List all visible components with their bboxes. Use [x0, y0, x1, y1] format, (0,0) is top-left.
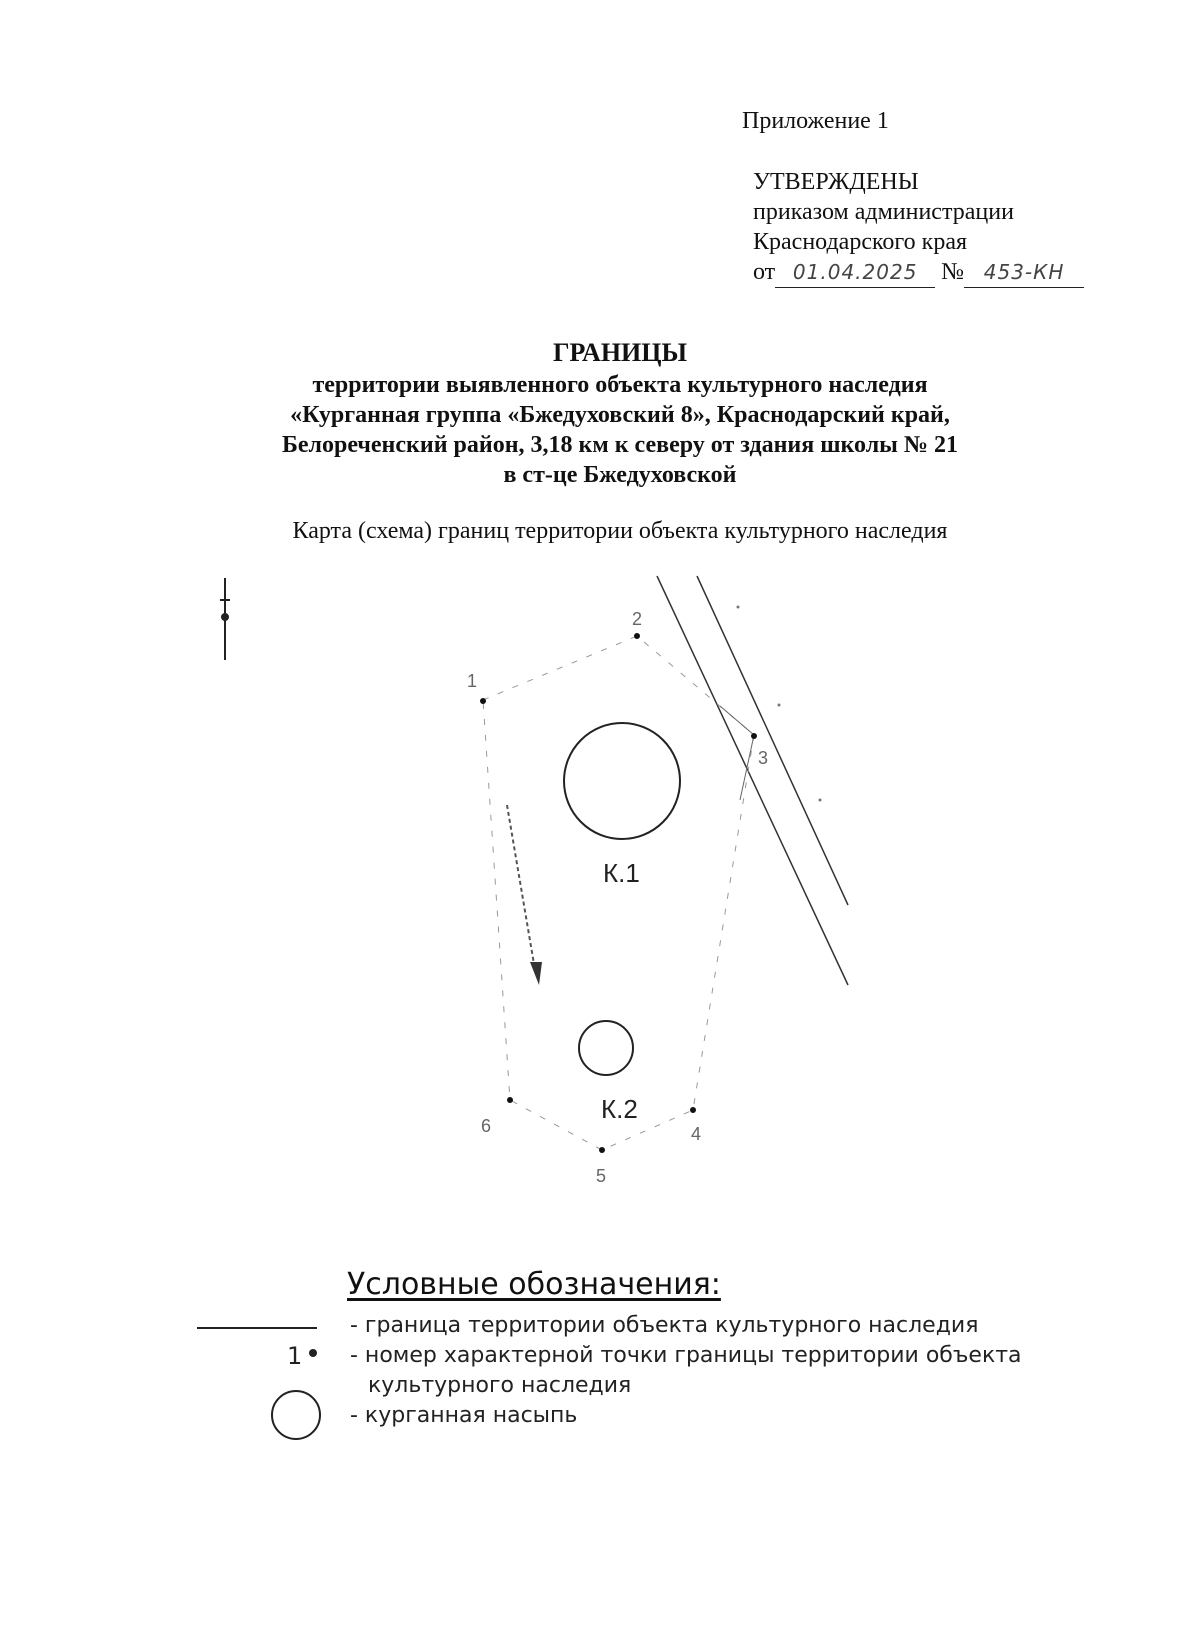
legend-point-dot-icon — [309, 1349, 317, 1357]
dimension-arrow-icon — [507, 805, 535, 970]
boundary-points — [480, 633, 757, 1153]
title-line-2: «Курганная группа «Бжедуховский 8», Краснодарский край, — [290, 402, 950, 428]
order-number: 453-КН — [964, 257, 1084, 288]
title-line-3: Белореченский район, 3,18 км к северу от здания школы № 21 — [281, 432, 959, 458]
order-date-line — [753, 257, 1084, 288]
title-lines — [0, 370, 1200, 490]
appendix-label: Приложение 1 — [742, 108, 889, 134]
point-label-6: 6 — [481, 1116, 492, 1136]
mound-label-k2: К.2 — [601, 1094, 638, 1124]
legend-symbols — [195, 1318, 325, 1448]
mound-k2 — [579, 1021, 633, 1075]
order-date: 01.04.2025 — [775, 257, 935, 288]
legend-point-text-2: культурного наследия — [368, 1373, 632, 1398]
point-3-marker — [751, 733, 757, 739]
region-label: Краснодарского края — [753, 229, 968, 255]
north-arrow-icon — [220, 578, 230, 660]
mound-k1 — [564, 723, 680, 839]
point-2-marker — [634, 633, 640, 639]
legend-point-text-1: - номер характерной точки границы территории объекта — [350, 1343, 1022, 1368]
legend-mound-text: - курганная насыпь — [350, 1403, 578, 1428]
approved-label: УТВЕРЖДЕНЫ — [753, 169, 919, 195]
title-main: ГРАНИЦЫ — [552, 338, 688, 367]
date-prefix: от — [753, 259, 776, 285]
title-line-4: в ст-це Бжедуховской — [503, 462, 737, 488]
legend-point-symbol: 1 — [287, 1342, 303, 1370]
point-label-2: 2 — [632, 609, 643, 629]
point-label-1: 1 — [467, 671, 478, 691]
point-label-4: 4 — [691, 1124, 702, 1144]
point-4-marker — [690, 1107, 696, 1113]
map-subtitle: Карта (схема) границ территории объекта культурного наследия — [292, 518, 948, 544]
mound-label-k1: К.1 — [603, 858, 640, 888]
title-line-1: территории выявленного объекта культурного наследия — [312, 372, 928, 398]
approval-block — [753, 167, 1084, 288]
legend-mound-icon — [272, 1391, 320, 1439]
legend-title: Условные обозначения: — [347, 1267, 721, 1302]
boundary-map — [0, 560, 1200, 1220]
point-5-marker — [599, 1147, 605, 1153]
legend-boundary-text: - граница территории объекта культурного наследия — [350, 1313, 979, 1338]
point-label-5: 5 — [596, 1166, 607, 1186]
arrowhead-icon — [530, 962, 542, 985]
point-1-marker — [480, 698, 486, 704]
point-6-marker — [507, 1097, 513, 1103]
order-label: приказом администрации — [753, 199, 1014, 225]
point-label-3: 3 — [758, 748, 769, 768]
road-lines — [657, 576, 848, 985]
number-prefix: № — [941, 259, 965, 285]
